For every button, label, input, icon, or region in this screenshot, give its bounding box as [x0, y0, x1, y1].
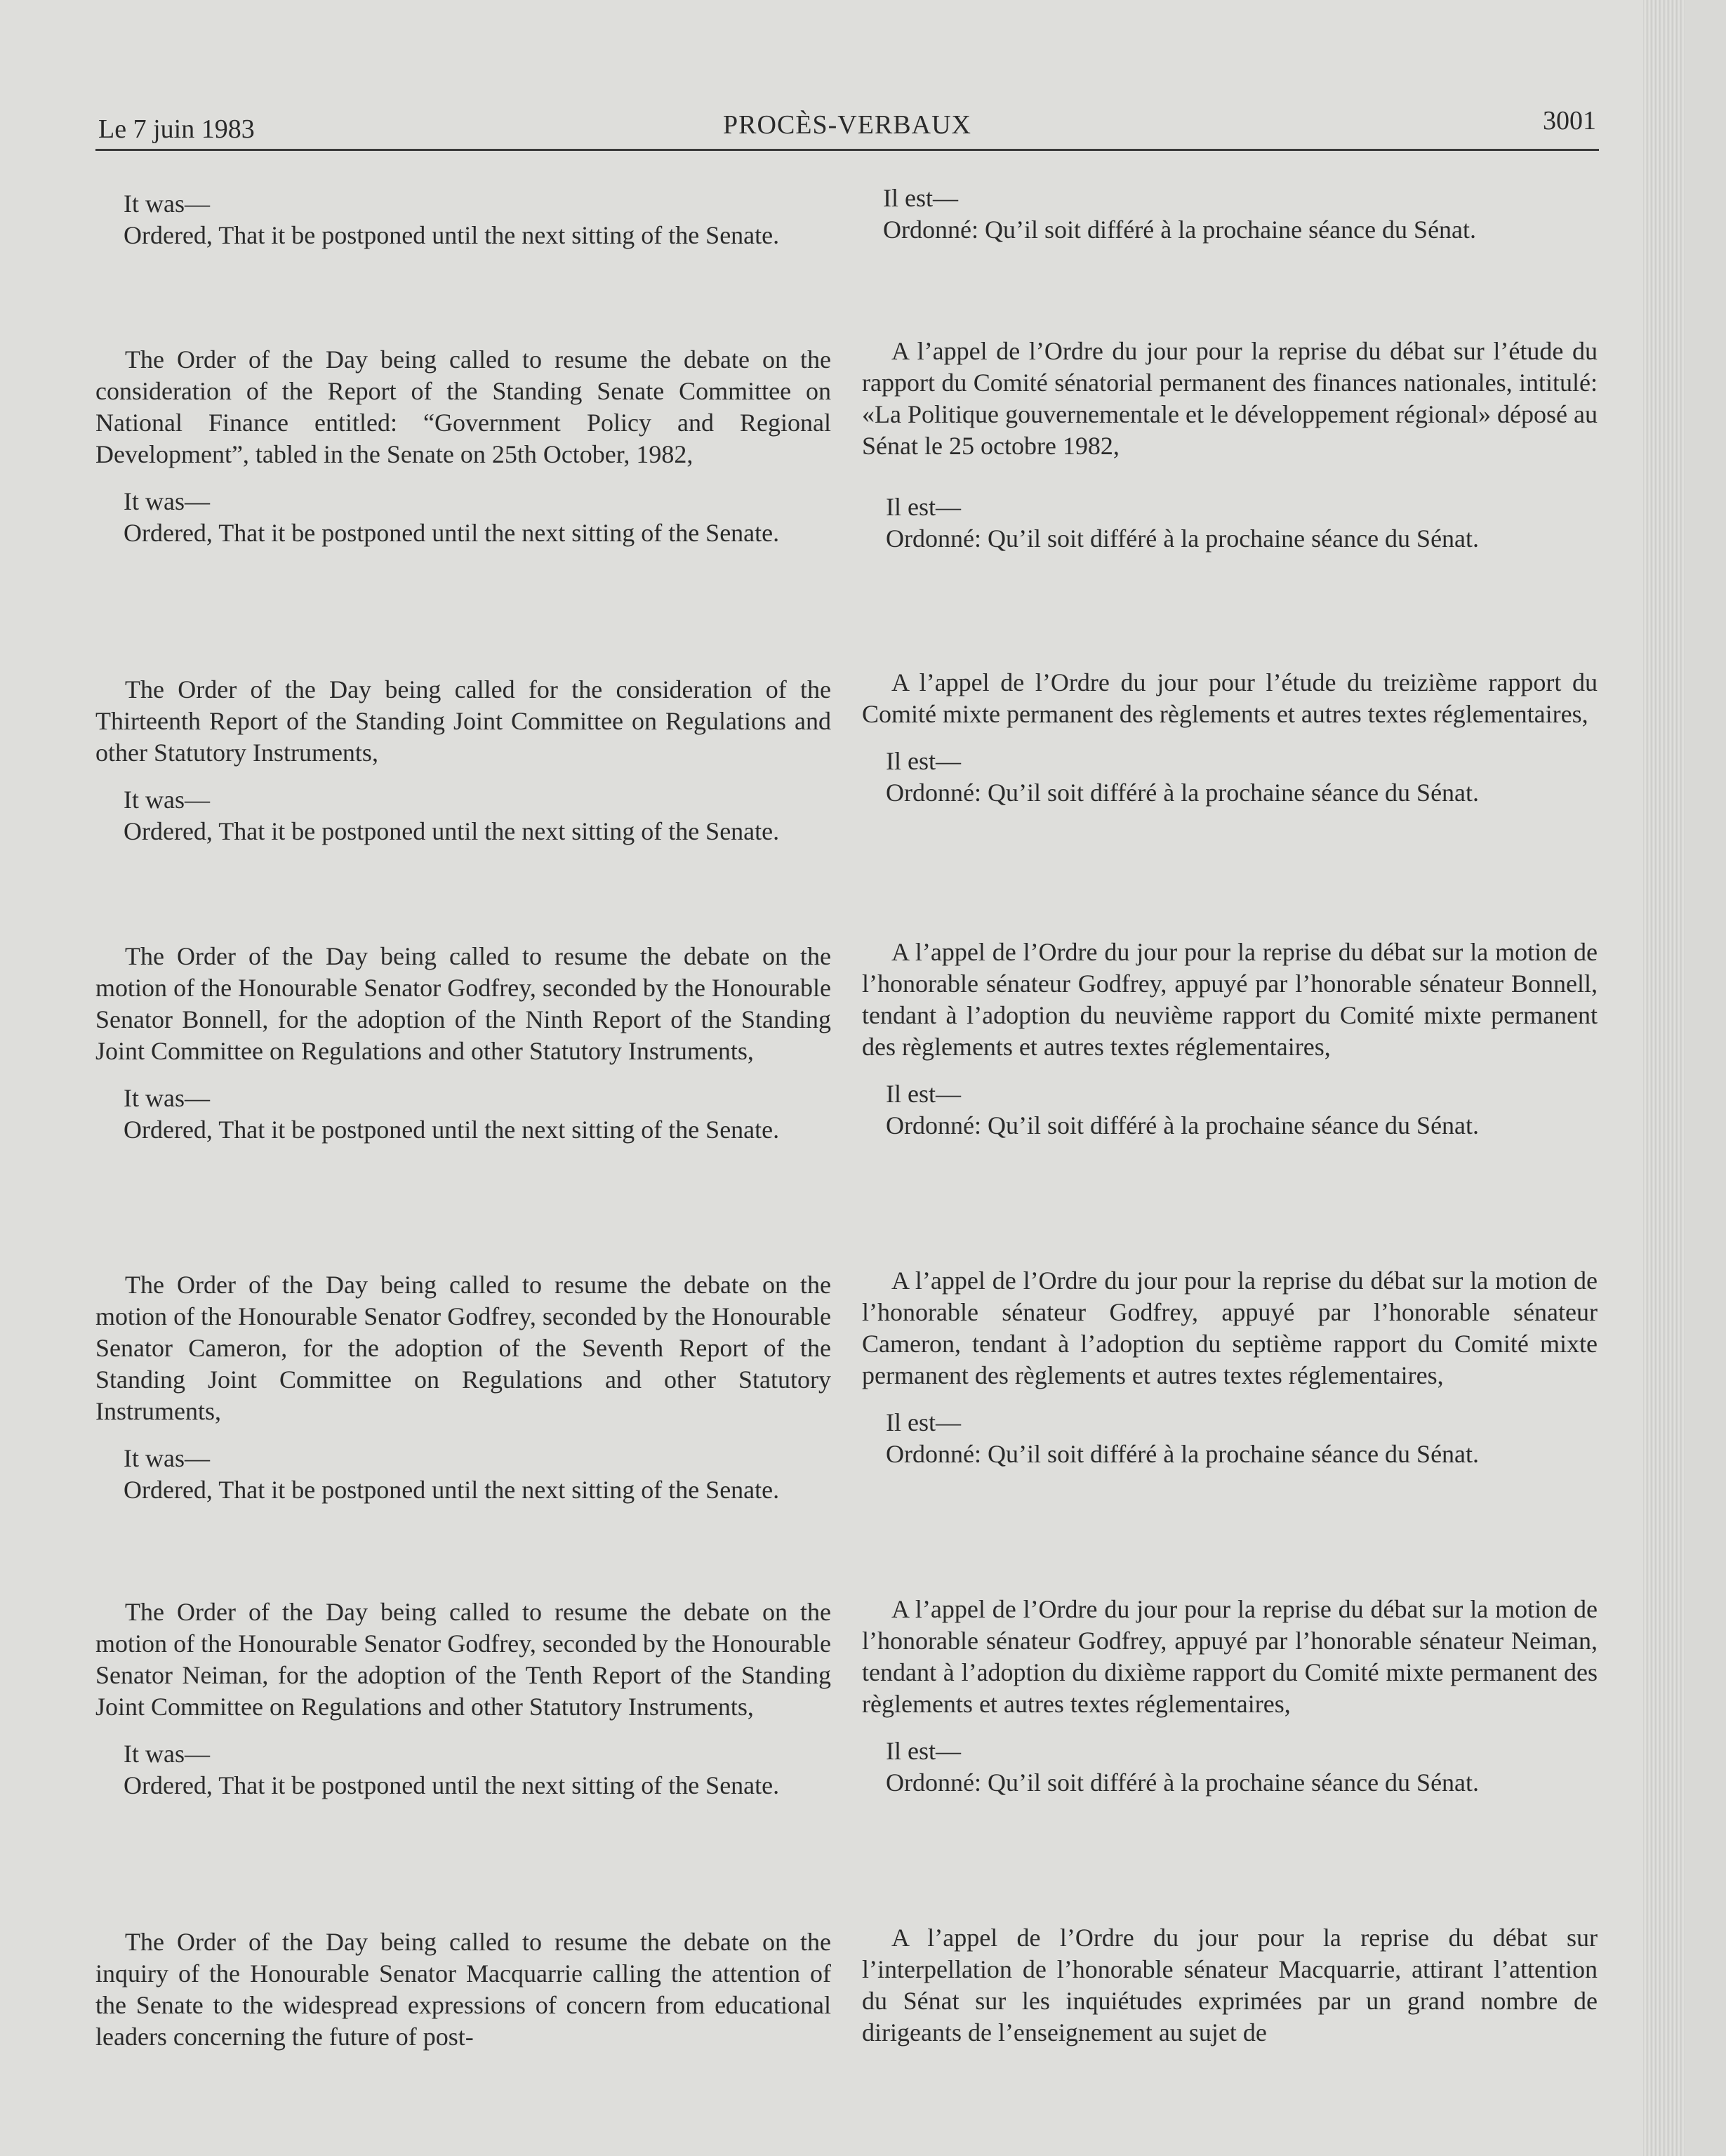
- entry-block: [862, 336, 1598, 555]
- header-date: Le 7 juin 1983: [98, 114, 255, 144]
- running-header: [95, 105, 1599, 151]
- entry-block: [95, 1926, 831, 2053]
- response-heading: Il est—: [886, 493, 961, 521]
- response-text: Ordonné: Qu’il soit différé à la prochaine séance du Sénat.: [883, 216, 1477, 244]
- entry-block: [862, 183, 1598, 246]
- response-heading: It was—: [124, 1444, 210, 1472]
- order-paragraph: The Order of the Day being called to resume the debate on the consideration of the Report of the Standing Senate Committee on National Finance entitled: “Government Policy and Regional Development”, tabled in the Senate on 25th October, 1982,: [95, 345, 831, 468]
- response-text: Ordered, That it be postponed until the next sitting of the Senate.: [124, 1476, 780, 1504]
- response-heading: It was—: [124, 1740, 210, 1768]
- order-paragraph: A l’appel de l’Ordre du jour pour la reprise du débat sur la motion de l’honorable sénateur Godfrey, appuyé par l’honorable sénateur Cameron, tendant à l’adoption du septième rapport du Comité mixte permanent des règlements et autres textes réglementaires,: [862, 1267, 1598, 1389]
- entry-block: [862, 1265, 1598, 1470]
- response-text: Ordered, That it be postponed until the next sitting of the Senate.: [124, 1116, 780, 1144]
- response-text: Ordonné: Qu’il soit différé à la prochaine séance du Sénat.: [886, 1768, 1480, 1797]
- entry-block: [95, 941, 831, 1146]
- response-text: Ordonné: Qu’il soit différé à la prochaine séance du Sénat.: [886, 779, 1480, 807]
- order-paragraph: The Order of the Day being called to resume the debate on the inquiry of the Honourable Senator Macquarrie calling the attention of the Senate to the widespread expressions of concern from educational leaders concerning the future of post-: [95, 1928, 831, 2051]
- header-title: PROCÈS-VERBAUX: [723, 110, 971, 140]
- entry-block: [95, 674, 831, 847]
- page-number: 3001: [1543, 106, 1596, 135]
- entry-block: [95, 344, 831, 549]
- response-text: Ordonné: Qu’il soit différé à la prochaine séance du Sénat.: [886, 524, 1480, 553]
- response-heading: Il est—: [886, 1408, 961, 1436]
- response-text: Ordered, That it be postponed until the next sitting of the Senate.: [124, 817, 780, 845]
- entry-block: [95, 188, 831, 251]
- response-heading: Il est—: [886, 1080, 961, 1108]
- entry-block: [862, 1922, 1598, 2049]
- response-heading: It was—: [124, 487, 210, 515]
- order-paragraph: A l’appel de l’Ordre du jour pour l’étude du treizième rapport du Comité mixte permanent des règlements et autres textes réglementaires,: [862, 668, 1598, 728]
- response-text: Ordonné: Qu’il soit différé à la prochaine séance du Sénat.: [886, 1111, 1480, 1139]
- page-edge: [1643, 0, 1685, 2156]
- order-paragraph: A l’appel de l’Ordre du jour pour la reprise du débat sur l’interpellation de l’honorable sénateur Macquarrie, attirant l’attention du Sénat sur les inquiétudes exprimées par un grand nombre de dirigeants de l’enseignement au sujet de: [862, 1924, 1598, 2046]
- response-heading: It was—: [124, 786, 210, 814]
- response-heading: Il est—: [883, 184, 958, 212]
- order-paragraph: A l’appel de l’Ordre du jour pour la reprise du débat sur la motion de l’honorable sénateur Godfrey, appuyé par l’honorable sénateur Neiman, tendant à l’adoption du dixième rapport du Comité mixte permanent des règlements et autres textes réglementaires,: [862, 1595, 1598, 1718]
- entry-block: [95, 1269, 831, 1506]
- order-paragraph: A l’appel de l’Ordre du jour pour la reprise du débat sur la motion de l’honorable sénateur Godfrey, appuyé par l’honorable sénateur Bonnell, tendant à l’adoption du neuvième rapport du Comité mixte permanent des règlements et autres textes réglementaires,: [862, 938, 1598, 1061]
- response-text: Ordered, That it be postponed until the next sitting of the Senate.: [124, 221, 780, 249]
- entry-block: [862, 1594, 1598, 1799]
- entry-block: [95, 1596, 831, 1801]
- response-text: Ordonné: Qu’il soit différé à la prochaine séance du Sénat.: [886, 1440, 1480, 1468]
- order-paragraph: A l’appel de l’Ordre du jour pour la reprise du débat sur l’étude du rapport du Comité sénatorial permanent des finances nationales, intitulé: «La Politique gouvernementale et le développement régional» déposé au Sénat le 25 octobre 1982,: [862, 337, 1598, 460]
- order-paragraph: The Order of the Day being called to resume the debate on the motion of the Honourable Senator Godfrey, seconded by the Honourable Senator Bonnell, for the adoption of the Ninth Report of the Standing Joint Committee on Regulations and other Statutory Instruments,: [95, 942, 831, 1065]
- response-text: Ordered, That it be postponed until the next sitting of the Senate.: [124, 1771, 780, 1799]
- response-heading: It was—: [124, 190, 210, 218]
- response-text: Ordered, That it be postponed until the next sitting of the Senate.: [124, 519, 780, 547]
- order-paragraph: The Order of the Day being called to resume the debate on the motion of the Honourable Senator Godfrey, seconded by the Honourable Senator Cameron, for the adoption of the Seventh Report of the Standing Joint Committee on Regulations and other Statutory Instruments,: [95, 1271, 831, 1425]
- order-paragraph: The Order of the Day being called for the consideration of the Thirteenth Report of the Standing Joint Committee on Regulations and other Statutory Instruments,: [95, 675, 831, 767]
- entry-block: [862, 667, 1598, 809]
- response-heading: It was—: [124, 1084, 210, 1112]
- response-heading: Il est—: [886, 1737, 961, 1765]
- entry-block: [862, 937, 1598, 1142]
- response-heading: Il est—: [886, 747, 961, 775]
- order-paragraph: The Order of the Day being called to resume the debate on the motion of the Honourable Senator Godfrey, seconded by the Honourable Senator Neiman, for the adoption of the Tenth Report of the Standing Joint Committee on Regulations and other Statutory Instruments,: [95, 1598, 831, 1721]
